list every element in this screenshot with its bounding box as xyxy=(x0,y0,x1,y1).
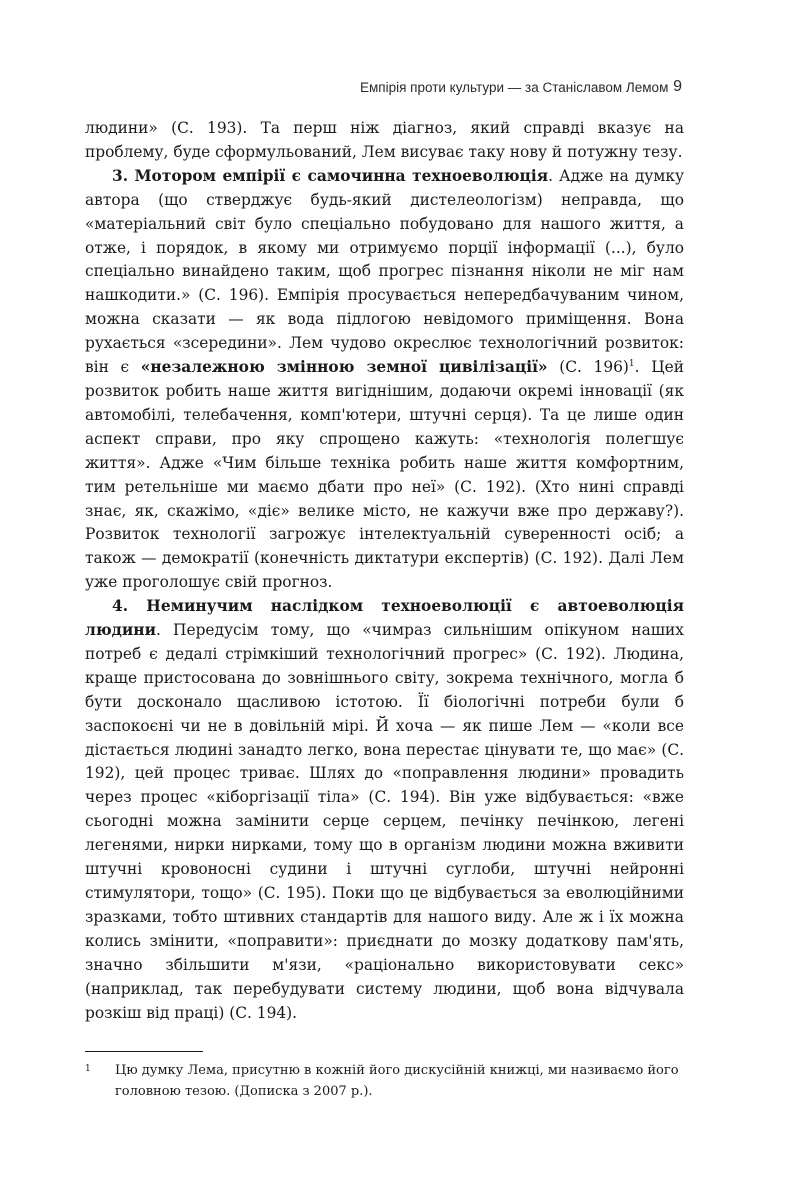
main-text xyxy=(85,117,684,1025)
paragraph-thesis-3 xyxy=(85,165,684,595)
footnote-divider xyxy=(85,1051,203,1052)
thesis-3-text-a: . Адже на думку автора (що стверджує будь-який дистелеологізм) неправда, що «матеріальний світ було спеціально побудовано для нашого життя, а отже, і порядок, в якому ми отримуємо порції інформації (...), було спеціально винайдено таким, щоб прогрес пізнання ніколи не міг нам нашкодити.» (С. 196). Емпірія просувається непередбачуваним чином, можна сказати — як вода підлогою невідомого приміщення. Вона рухається «зсередини». Лем чудово окреслює технологічний розвиток: він є xyxy=(85,166,684,377)
paragraph-1 xyxy=(85,117,684,165)
footnote-text: Цю думку Лема, присутню в кожній його дискусійній книжці, ми називаємо його головною тезою. (Дописка з 2007 р.). xyxy=(115,1063,679,1099)
footnote-ref[interactable]: 1 xyxy=(628,358,635,369)
paragraph-thesis-4 xyxy=(85,595,684,1025)
footnote-number: 1 xyxy=(85,1064,91,1074)
thesis-4-text: . Передусім тому, що «чимраз сильнішим опікуном наших потреб є дедалі стрімкіший технологічний прогрес» (С. 192). Людина, краще пристосована до зовнішнього світу, зокрема технічного, могла б бути досконало щасливою істотою. Її біологічні потреби були б заспокоєні чи не в довільній мірі. Й хоча — як пише Лем — «коли все дістається людині занадто легко, вона перестає цінувати те, що має» (С. 192), цей процес триває. Шлях до «поправлення людини» провадить через процес «кіборгізації тіла» (С. 194). Він уже відбувається: «вже сьогодні можна замінити серце серцем, печінку печінкою, легені легенями, нирки нирками, тому що в організм людини можна вживити штучні кровоносні судини і штучні суглоби, штучні нейронні стимулятори, тощо» (С. 195). Поки що це відбувається за еволюційними зразками, тобто штивних стандартів для нашого виду. Але ж і їх можна колись змінити, «поправити»: приєднати до мозку додаткову пам'ять, значно збільшити м'язи, «раціонально використовувати секс» (наприклад, так перебудувати систему людини, щоб вона відчувала розкіш від праці) (С. 194). xyxy=(85,621,684,1022)
paragraph-1-text: людини» (С. 193). Та перш ніж діагноз, який справді вказує на проблему, буде сформульований, Лем висуває таку нову й потужну тезу. xyxy=(85,119,684,161)
footnote xyxy=(85,1060,684,1102)
page-number: 9 xyxy=(673,78,682,95)
running-title: Емпірія проти культури — за Станіславом Лемом xyxy=(360,80,669,95)
thesis-3-bold-quote: «незалежною змінною земної цивілізації» xyxy=(140,358,548,377)
running-head xyxy=(360,78,682,100)
thesis-3-heading: 3. Мотором емпірії є самочинна техноеволюція xyxy=(112,166,549,185)
thesis-3-text-c: . Цей розвиток робить наше життя вигіднішим, додаючи окремі інновації (як автомобілі, телебачення, комп'ютери, штучні серця). Та це лише один аспект справи, про яку спрощено кажуть: «технологія полегшує життя». Адже «Чим більше техніка робить наше життя комфортним, тим ретельніше ми маємо дбати про неї» (С. 192). (Хто нині справді знає, як, скажімо, «діє» велике місто, не кажучи вже про державу?). Розвиток технології загрожує інтелектуальній суверенності осіб; а також — демократії (конечність диктатури експертів) (С. 192). Далі Лем уже проголошує свій прогноз. xyxy=(85,358,684,592)
thesis-3-text-b: (С. 196) xyxy=(547,358,629,377)
thesis-4-heading: 4. Неминучим наслідком техноеволюції є автоеволюція людини xyxy=(85,597,684,640)
